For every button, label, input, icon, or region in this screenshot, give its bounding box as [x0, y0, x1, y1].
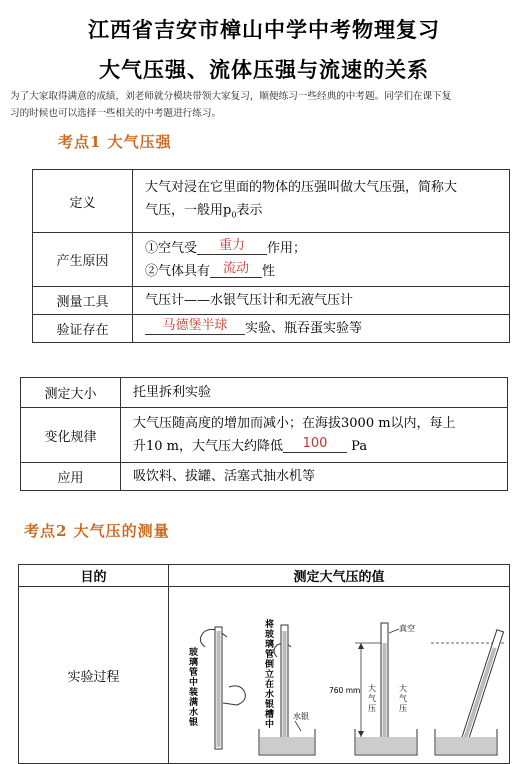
height-label: 760 mm [329, 686, 361, 695]
intro-line2: 习的时候也可以选择一些相关的中考题进行练习。 [10, 108, 222, 119]
vacuum-label: 真空 [399, 624, 415, 633]
table-row [21, 463, 508, 491]
upper-hand-icon [200, 629, 227, 647]
cause2-answer: 流动 [210, 261, 262, 278]
def-symbol: p [223, 202, 232, 218]
step1-tube-fill [189, 627, 245, 749]
atm-pressure-table-cont [20, 377, 508, 491]
table-row [33, 287, 510, 315]
trough-mercury [260, 737, 314, 754]
step2-inverted-tube [259, 618, 315, 755]
torricelli-diagram [169, 587, 509, 763]
verify-answer: 马德堡半球 [145, 318, 245, 335]
atm-label-2: 大气压 [399, 684, 407, 713]
def-text-b: 气压，一般用 [145, 202, 224, 218]
mercury-column [217, 631, 221, 747]
measure-text: 气压计——水银气压计和无液气压计 [133, 287, 510, 315]
verify-tail: 实验、瓶吞蛋实验等 [245, 321, 363, 336]
trough-mercury-3 [436, 737, 496, 754]
intro-paragraph [10, 88, 520, 122]
trough-mercury-2 [356, 737, 416, 754]
size-text: 托里拆利实验 [121, 378, 508, 408]
def-tail: 表示 [236, 202, 263, 218]
rule-label: 变化规律 [21, 408, 121, 463]
cause1-tail: 作用； [267, 240, 307, 256]
atm-label-1: 大气压 [368, 684, 376, 713]
verify-cell [133, 315, 510, 343]
invert-label: 将玻璃管倒立在水银槽中 [265, 620, 275, 730]
cause2-text: ②气体具有 [145, 263, 211, 279]
rule-unit: Pa [351, 439, 368, 454]
arrow-head-up [358, 643, 364, 649]
col-header-purpose: 目的 [19, 565, 169, 587]
col-header-value: 测定大气压的值 [169, 565, 510, 587]
step3-measure [329, 623, 417, 755]
doc-title-line2: 大气压强、流体压强与流速的关系 [99, 57, 429, 82]
cause-label: 产生原因 [33, 233, 133, 287]
rule-text-a: 大气压随高度的增加而减小；在海拔3000 m以内，每上 [133, 416, 456, 431]
mercury-column-4 [461, 647, 497, 747]
vacuum-pointer [389, 629, 399, 633]
cause2-tail: 性 [262, 263, 276, 279]
table-row [33, 315, 510, 343]
torricelli-cell [169, 587, 510, 764]
table-row [33, 233, 510, 287]
table-row [19, 587, 510, 764]
mercury-column-3 [383, 643, 387, 745]
doc-title-line1: 江西省吉安市樟山中学中考物理复习 [88, 17, 440, 42]
step4-tilted [431, 630, 505, 755]
mercury-label: 水银 [293, 712, 309, 721]
table-row [19, 565, 510, 587]
section1-heading: 考点1 大气压强 [58, 133, 172, 151]
atm-pressure-table [32, 169, 510, 343]
app-label: 应用 [21, 463, 121, 491]
rule-text-b: 升10 m，大气压大约降低 [133, 439, 284, 454]
cause1-text: ①空气受 [145, 240, 198, 256]
mercury-pointer [295, 721, 301, 731]
process-label: 实验过程 [19, 587, 169, 764]
def-text-a: 大气对浸在它里面的物体的压强叫做大气压强，简称大 [145, 179, 458, 195]
rule-answer: 100 [283, 436, 347, 453]
measure-label: 测量工具 [33, 287, 133, 315]
rule-line-b [133, 435, 507, 458]
size-label: 测定大小 [21, 378, 121, 408]
cause-line-1 [145, 237, 509, 260]
fill-label: 玻璃管中装满水银 [189, 648, 199, 728]
def-label: 定义 [33, 170, 133, 233]
section2-heading: 考点2 大气压的测量 [24, 522, 170, 540]
measurement-table [18, 564, 510, 764]
lower-hand-icon [223, 686, 245, 705]
app-text: 吸饮料、拔罐、活塞式抽水机等 [121, 463, 508, 491]
table-row [21, 378, 508, 408]
cause1-answer: 重力 [197, 238, 267, 255]
verify-label: 验证存在 [33, 315, 133, 343]
cause-cell [133, 233, 510, 287]
rule-cell [121, 408, 508, 463]
def-text-b-line [145, 199, 509, 227]
intro-line1: 为了大家取得满意的成绩，刘老师就分模块带领大家复习，顺便练习一些经典的中考题。同学们在课下复 [10, 91, 452, 102]
def-subscript: 0 [231, 210, 237, 220]
mercury-column-2 [283, 631, 287, 745]
cause-line-2 [145, 260, 509, 283]
arrow-head-down [358, 731, 364, 737]
table-row [21, 408, 508, 463]
def-cell [133, 170, 510, 233]
table-row [33, 170, 510, 233]
